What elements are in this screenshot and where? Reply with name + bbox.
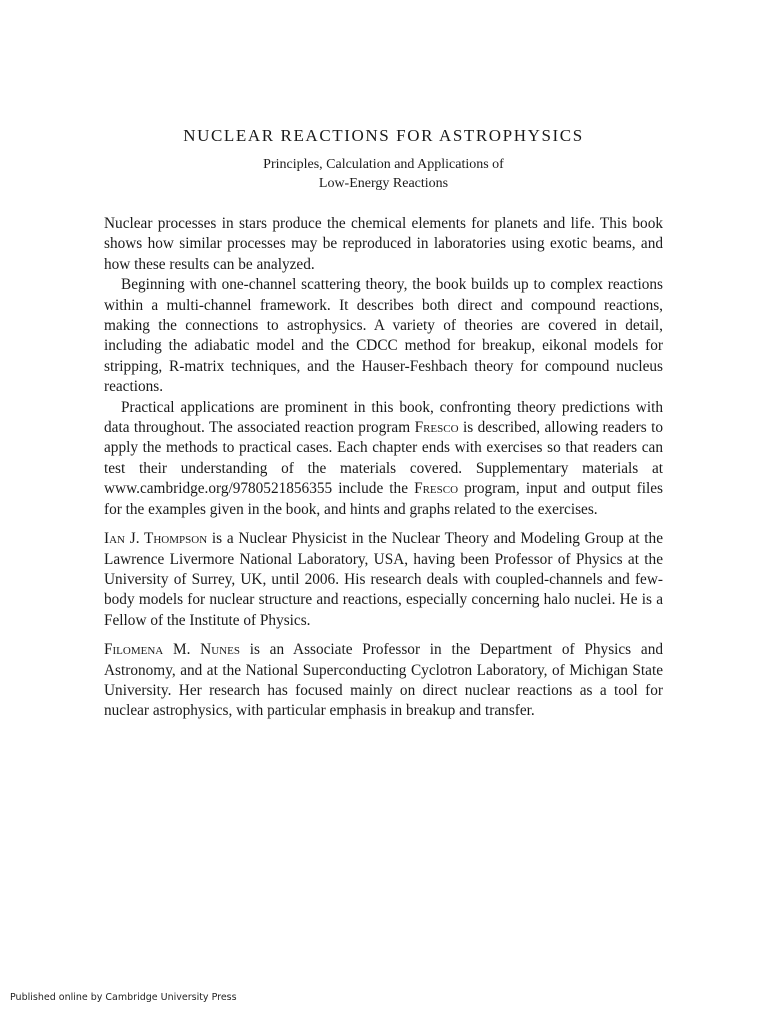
paragraph-3-text-2: is described, allowing readers to apply the methods to practical cases. Each chapter ends with exercises so that readers can test their understanding of the materials covered. Supplementary materials at www.cambridge.org/9780521856355 include the <box>104 419 663 498</box>
author-bio-nunes <box>104 640 663 722</box>
book-subtitle <box>104 155 663 193</box>
author-name-thompson: Ian J. Thompson <box>104 530 208 548</box>
fresco-program-name-2: Fresco <box>414 480 459 498</box>
subtitle-line-2: Low-Energy Reactions <box>318 176 449 191</box>
description-paragraph-3 <box>104 398 663 520</box>
book-description <box>104 214 663 722</box>
description-paragraph-2: Beginning with one-channel scattering theory, the book builds up to complex reactions within a multi-channel framework. It describes both direct and compound reactions, making the connections to astrophysics. A variety of theories are covered in detail, including the adiabatic model and the CDCC method for breakup, eikonal models for stripping, R-matrix techniques, and the Hauser-Feshbach theory for compound nucleus reactions. <box>104 276 663 396</box>
description-paragraph-1: Nuclear processes in stars produce the chemical elements for planets and life. This book shows how similar processes may be reproduced in laboratories using exotic beams, and how these results can be analyzed. <box>104 215 663 273</box>
bio-text-thompson: is a Nuclear Physicist in the Nuclear Theory and Modeling Group at the Lawrence Livermore National Laboratory, USA, having been Professor of Physics at the University of Surrey, UK, until 2006. His research deals with coupled-channels and few-body models for nuclear structure and reactions, especially concerning halo nuclei. He is a Fellow of the Institute of Physics. <box>104 530 663 629</box>
publisher-footer: Published online by Cambridge University Press <box>10 992 237 1003</box>
fresco-program-name: Fresco <box>414 419 459 437</box>
paragraph-3-text-3: program, input and output files for the examples given in the book, and hints and graphs related to the exercises. <box>104 480 663 518</box>
book-title: NUCLEAR REACTIONS FOR ASTROPHYSICS <box>183 126 584 145</box>
author-name-nunes: Filomena M. Nunes <box>104 641 240 659</box>
bio-text-nunes: is an Associate Professor in the Department of Physics and Astronomy, and at the National Superconducting Cyclotron Laboratory, of Michigan State University. Her research has focused mainly on direct nuclear reactions as a tool for nuclear astrophysics, with particular emphasis in breakup and transfer. <box>104 641 663 720</box>
author-bio-thompson <box>104 529 663 631</box>
paragraph-3-text-1: Practical applications are prominent in this book, confronting theory predictions with data throughout. The associated reaction program <box>104 398 663 437</box>
subtitle-line-1: Principles, Calculation and Applications of <box>263 157 504 172</box>
